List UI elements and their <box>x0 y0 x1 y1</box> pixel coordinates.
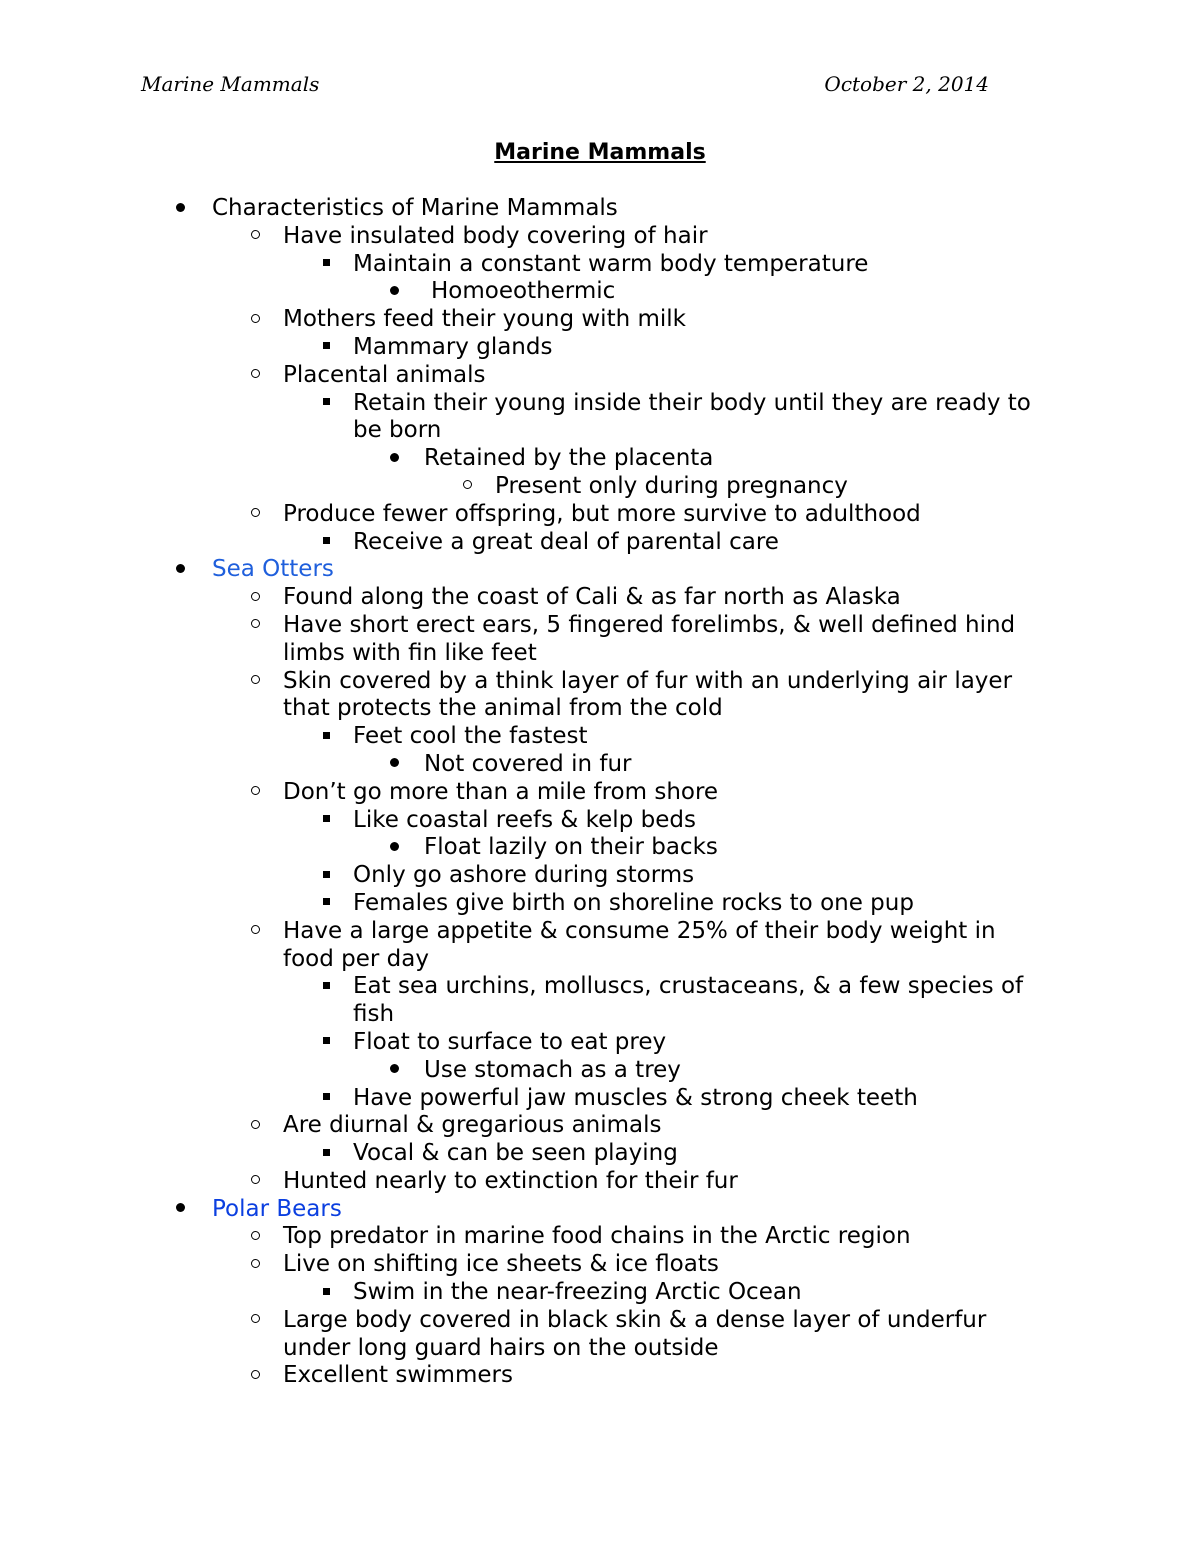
outline-item-text: Excellent swimmers <box>283 1362 513 1389</box>
outline-item <box>283 362 1048 390</box>
outline-item <box>495 473 1050 501</box>
outline-item <box>283 1307 1048 1363</box>
outline-item <box>353 890 1048 918</box>
bullet-square-icon <box>316 807 336 835</box>
bullet-ring-icon <box>457 473 477 501</box>
bullet-ring-icon <box>245 1112 265 1140</box>
outline-item <box>353 723 1048 751</box>
outline-item-text: Homoeothermic <box>431 278 616 305</box>
outline-item <box>353 390 1048 446</box>
outline-item <box>283 1251 1048 1279</box>
header-left-title: Marine Mammals <box>141 72 320 96</box>
bullet-square-icon <box>316 1029 336 1057</box>
outline-item <box>353 973 1048 1029</box>
outline-item-text: Vocal & can be seen playing <box>353 1140 678 1167</box>
outline-item <box>353 807 1048 835</box>
bullet-dot-icon <box>384 751 404 779</box>
bullet-square-icon <box>316 1279 336 1307</box>
outline-item <box>353 1279 1048 1307</box>
outline-item-text: Not covered in fur <box>424 750 632 777</box>
bullet-dot-icon <box>384 445 404 473</box>
outline-item <box>283 668 1048 724</box>
outline-item-text: Only go ashore during storms <box>353 862 695 889</box>
outline-item-text: Receive a great deal of parental care <box>353 528 779 555</box>
outline-item <box>283 306 1048 334</box>
outline-item <box>353 1140 1048 1168</box>
bullet-dot-icon <box>384 834 404 862</box>
outline-item-text: Placental animals <box>283 361 486 388</box>
outline-item <box>283 584 1048 612</box>
outline-item <box>353 1085 1048 1113</box>
bullet-ring-icon <box>245 779 265 807</box>
bullet-square-icon <box>316 529 336 557</box>
bullet-square-icon <box>316 390 336 418</box>
outline-item-heading <box>212 195 1052 223</box>
outline-item <box>283 223 1048 251</box>
outline-item <box>283 1112 1048 1140</box>
outline-item <box>353 334 1048 362</box>
bullet-ring-icon <box>245 362 265 390</box>
outline-item-text: Maintain a constant warm body temperature <box>353 250 869 277</box>
outline-item-text: Have powerful jaw muscles & strong cheek teeth <box>353 1084 918 1111</box>
outline-list <box>0 195 1200 1390</box>
outline-item-text: Skin covered by a think layer of fur with an underlying air layer that protects the animal from the cold <box>283 667 1013 722</box>
bullet-ring-icon <box>245 612 265 640</box>
outline-item-heading <box>212 556 1052 584</box>
bullet-ring-icon <box>245 668 265 696</box>
bullet-dot-icon <box>384 1057 404 1085</box>
bullet-ring-icon <box>245 1362 265 1390</box>
section-heading-sea-otters: Sea Otters <box>212 556 334 583</box>
outline-item-text: Present only during pregnancy <box>495 472 848 499</box>
outline-item <box>353 251 1048 279</box>
outline-item-text: Have a large appetite & consume 25% of their body weight in food per day <box>283 917 996 972</box>
bullet-square-icon <box>316 862 336 890</box>
outline-item-text: Large body covered in black skin & a dense layer of underfur under long guard hairs on the outside <box>283 1306 987 1361</box>
outline-item <box>424 445 1044 473</box>
section-heading-polar-bears: Polar Bears <box>212 1195 342 1222</box>
outline-item-text: Characteristics of Marine Mammals <box>212 195 618 221</box>
page-header <box>141 72 989 102</box>
outline-item <box>424 751 1044 779</box>
bullet-ring-icon <box>245 918 265 946</box>
outline-item-text: Females give birth on shoreline rocks to one pup <box>353 889 914 916</box>
outline-item-text: Have insulated body covering of hair <box>283 222 708 249</box>
bullet-dot-icon <box>170 1196 190 1224</box>
outline-item <box>283 612 1048 668</box>
outline-item-text: Feet cool the fastest <box>353 723 588 750</box>
bullet-ring-icon <box>245 306 265 334</box>
outline-item <box>424 1057 1044 1085</box>
bullet-square-icon <box>316 973 336 1001</box>
outline-item-text: Like coastal reefs & kelp beds <box>353 806 696 833</box>
outline-item-text: Retained by the placenta <box>424 445 714 472</box>
bullet-dot-icon <box>170 195 190 223</box>
outline-item <box>283 501 1048 529</box>
outline-item-text: Found along the coast of Cali & as far north as Alaska <box>283 584 901 611</box>
outline-item <box>353 1029 1048 1057</box>
outline-item-text: Use stomach as a trey <box>424 1056 681 1083</box>
bullet-square-icon <box>316 723 336 751</box>
bullet-square-icon <box>316 251 336 279</box>
outline-item-text: Swim in the near-freezing Arctic Ocean <box>353 1279 802 1306</box>
outline-item-text: Don’t go more than a mile from shore <box>283 778 719 805</box>
header-date: October 2, 2014 <box>824 72 989 96</box>
bullet-ring-icon <box>245 1251 265 1279</box>
outline-item-text: Live on shifting ice sheets & ice floats <box>283 1251 719 1278</box>
bullet-square-icon <box>316 1140 336 1168</box>
outline-item <box>431 278 1051 306</box>
outline-item-text: Hunted nearly to extinction for their fur <box>283 1167 738 1194</box>
outline-item <box>283 1362 1048 1390</box>
bullet-ring-icon <box>245 584 265 612</box>
bullet-dot-icon <box>384 278 404 306</box>
bullet-ring-icon <box>245 1168 265 1196</box>
bullet-ring-icon <box>245 223 265 251</box>
bullet-ring-icon <box>245 1223 265 1251</box>
outline-item <box>424 834 1044 862</box>
document-title: Marine Mammals <box>494 140 706 165</box>
bullet-square-icon <box>316 1085 336 1113</box>
outline-item <box>353 862 1048 890</box>
bullet-square-icon <box>316 890 336 918</box>
outline-item-text: Eat sea urchins, molluscs, crustaceans, & a few species of fish <box>353 973 1024 1028</box>
outline-item-text: Top predator in marine food chains in the Arctic region <box>283 1223 911 1250</box>
outline-item-text: Have short erect ears, 5 fingered forelimbs, & well defined hind limbs with fin like feet <box>283 611 1016 666</box>
outline-item-text: Float lazily on their backs <box>424 834 718 861</box>
outline-item-heading <box>212 1196 1052 1224</box>
outline-item-text: Retain their young inside their body until they are ready to be born <box>353 389 1031 444</box>
outline-item <box>283 918 1048 974</box>
outline-item <box>353 529 1048 557</box>
outline-item-text: Produce fewer offspring, but more survive to adulthood <box>283 500 921 527</box>
outline-item-text: Float to surface to eat prey <box>353 1028 667 1055</box>
outline-item-text: Mammary glands <box>353 333 553 360</box>
bullet-ring-icon <box>245 501 265 529</box>
outline-item <box>283 779 1048 807</box>
outline-item-text: Mothers feed their young with milk <box>283 306 686 333</box>
outline-item <box>283 1168 1048 1196</box>
outline-item-text: Are diurnal & gregarious animals <box>283 1112 662 1139</box>
bullet-square-icon <box>316 334 336 362</box>
bullet-dot-icon <box>170 556 190 584</box>
outline-item <box>283 1223 1048 1251</box>
bullet-ring-icon <box>245 1307 265 1335</box>
